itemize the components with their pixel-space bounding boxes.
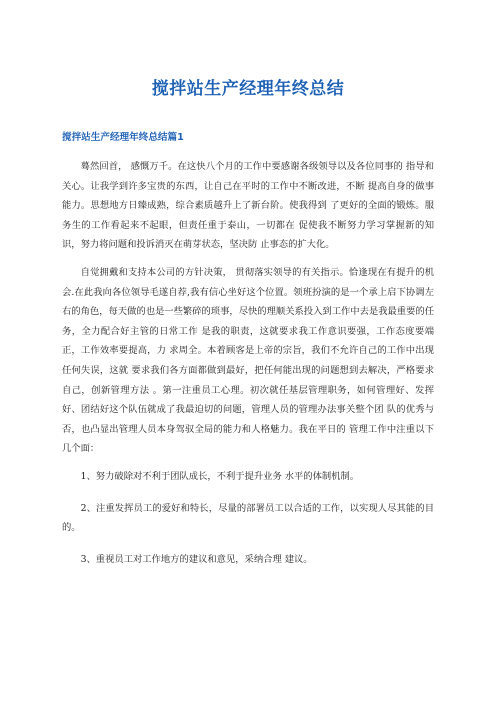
list-item-1: 1、努力破除对不利于团队成长，不利于提升业务 水平的体制机制。 [80,470,360,482]
paragraph-2: 自觉拥戴和支持本公司的方针决策， 贯彻落实领导的有关指示。恰逢现在有提升的机会.在此我向各位领导毛遂自荐,我有信心坐好这个位置。领班扮演的是一个承上启下协调左右的角色，每天做的也是一些繁碎的琐事，尽快的理顺关系投入到工作中去是我最重要的任务，全力配合好主管的日常工作 是我的职责，这就要求我工作意识要强，工作态度要端正，工作效率要提高，力 求周全。本着顾客是上帝的宗旨，我们不允许自己的工作中出现任何失误，这就 要求我们各方面都做到最好，把任何能出现的问题想到去解决，严格要求自己，创新管理方法 。第一注重员工心理。初次就任基层管理职务，如何管理好、发挥好、团结好这个队伍就成了我最迫切的问题，管理人员的管理办法事关整个团 队的优秀与否，也凸显出管理人员本身驾驭全局的能力和人格魅力。我在平日的 管理工作中注重以下几个面： [62,266,434,455]
paragraph-1: 蓦然回首， 感慨万千。在这快八个月的工作中要感谢各级领导以及各位同事的 指导和关心。让我学到许多宝贵的东西，让自己在平时的工作中不断改进，不断 提高自身的做事能力。思想地方日臻成熟，综合素质越升上了新台阶。使我得到 了更好的全面的锻炼。服务生的工作看起来不起眼，但责任重于泰山，一切都在 促使我不断努力学习掌握新的知识，努力将问题和投诉消灭在萌芽状态，坚决防 止事态的扩大化。 [62,161,434,251]
section-heading: 搅拌站生产经理年终总结篇1 [62,132,184,143]
list-item-2: 2、注重发挥员工的爱好和特长，尽量的部署员工以合适的工作，以实现人尽其能的目的。 [62,502,434,534]
document-title: 搅拌站生产经理年终总结 [151,79,345,99]
list-item-3: 3、重视员工对工作地方的建议和意见，采纳合理 建议。 [80,553,313,565]
